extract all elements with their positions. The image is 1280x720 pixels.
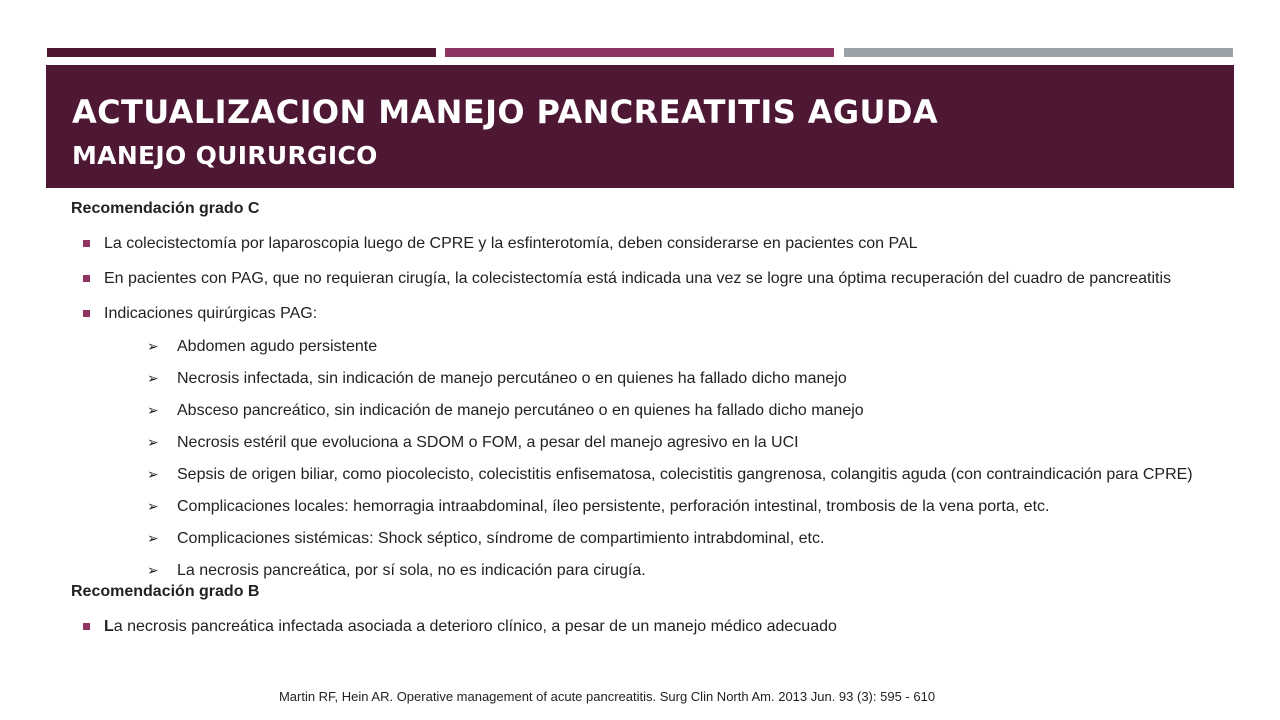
grade-c-list bbox=[71, 234, 1221, 323]
arrowhead-icon: ➢ bbox=[147, 370, 159, 386]
sub-list-item-text: Complicaciones locales: hemorragia intraabdominal, íleo persistente, perforación intestinal, trombosis de la vena porta, etc. bbox=[177, 498, 1050, 515]
sub-list-item bbox=[71, 369, 1221, 388]
sub-list-item-text: Abdomen agudo persistente bbox=[177, 338, 378, 355]
square-bullet-icon bbox=[83, 623, 90, 630]
grade-b-list bbox=[71, 617, 1221, 636]
arrowhead-icon: ➢ bbox=[147, 530, 159, 546]
list-item-text: La colecistectomía por laparoscopia luego de CPRE y la esfinterotomía, deben considerarse en pacientes con PAL bbox=[104, 235, 918, 252]
square-bullet-icon bbox=[83, 240, 90, 247]
sub-list-item-text: Absceso pancreático, sin indicación de manejo percutáneo o en quienes ha fallado dicho manejo bbox=[177, 402, 864, 419]
sub-list-item bbox=[71, 497, 1221, 516]
list-item bbox=[71, 269, 1221, 288]
sub-list-item bbox=[71, 465, 1221, 484]
section-heading-grade-c: Recomendación grado C bbox=[71, 200, 260, 217]
top-bar-gray bbox=[844, 48, 1233, 57]
section-heading-grade-b: Recomendación grado B bbox=[71, 583, 260, 600]
sub-list-item bbox=[71, 401, 1221, 420]
surgical-indications-list bbox=[71, 337, 1221, 580]
arrowhead-icon: ➢ bbox=[147, 562, 159, 578]
sub-list-item-text: La necrosis pancreática, por sí sola, no es indicación para cirugía. bbox=[177, 562, 646, 579]
sub-list-item-text: Necrosis estéril que evoluciona a SDOM o FOM, a pesar del manejo agresivo en la UCI bbox=[177, 434, 799, 451]
square-bullet-icon bbox=[83, 275, 90, 282]
list-item-text: En pacientes con PAG, que no requieran cirugía, la colecistectomía está indicada una vez se logre una óptima recuperación del cuadro de pancreatitis bbox=[104, 270, 1172, 287]
slide-title: ACTUALIZACION MANEJO PANCREATITIS AGUDA bbox=[72, 93, 939, 131]
list-item-text: Indicaciones quirúrgicas PAG: bbox=[104, 305, 318, 322]
sub-list-item bbox=[71, 337, 1221, 356]
list-item-lead-letter: L bbox=[104, 618, 114, 635]
arrowhead-icon: ➢ bbox=[147, 338, 159, 354]
list-item bbox=[71, 234, 1221, 253]
arrowhead-icon: ➢ bbox=[147, 434, 159, 450]
citation-footnote: Martin RF, Hein AR. Operative management of acute pancreatitis. Surg Clin North Am. 2013 Jun. 93 (3): 595 - 610 bbox=[278, 689, 936, 704]
square-bullet-icon bbox=[83, 310, 90, 317]
sub-list-item bbox=[71, 433, 1221, 452]
list-item-text bbox=[104, 618, 837, 635]
decorative-top-bars bbox=[47, 48, 1233, 57]
list-item bbox=[71, 617, 1221, 636]
top-bar-dark bbox=[47, 48, 436, 57]
sub-list-item-text: Necrosis infectada, sin indicación de manejo percutáneo o en quienes ha fallado dicho manejo bbox=[177, 370, 847, 387]
title-band bbox=[46, 65, 1234, 188]
top-bar-accent bbox=[445, 48, 834, 57]
sub-list-item-text: Complicaciones sistémicas: Shock séptico, síndrome de compartimiento intrabdominal, etc. bbox=[177, 530, 825, 547]
arrowhead-icon: ➢ bbox=[147, 466, 159, 482]
list-item-rest: a necrosis pancreática infectada asociada a deterioro clínico, a pesar de un manejo médico adecuado bbox=[113, 618, 837, 635]
slide-body bbox=[71, 199, 1221, 652]
sub-list-item-text: Sepsis de origen biliar, como piocolecisto, colecistitis enfisematosa, colecistitis gangrenosa, colangitis aguda (con contraindicación para CPRE) bbox=[177, 466, 1193, 483]
sub-list-item bbox=[71, 561, 1221, 580]
arrowhead-icon: ➢ bbox=[147, 402, 159, 418]
sub-list-item bbox=[71, 529, 1221, 548]
arrowhead-icon: ➢ bbox=[147, 498, 159, 514]
slide-subtitle: MANEJO QUIRURGICO bbox=[72, 141, 378, 170]
list-item bbox=[71, 304, 1221, 323]
